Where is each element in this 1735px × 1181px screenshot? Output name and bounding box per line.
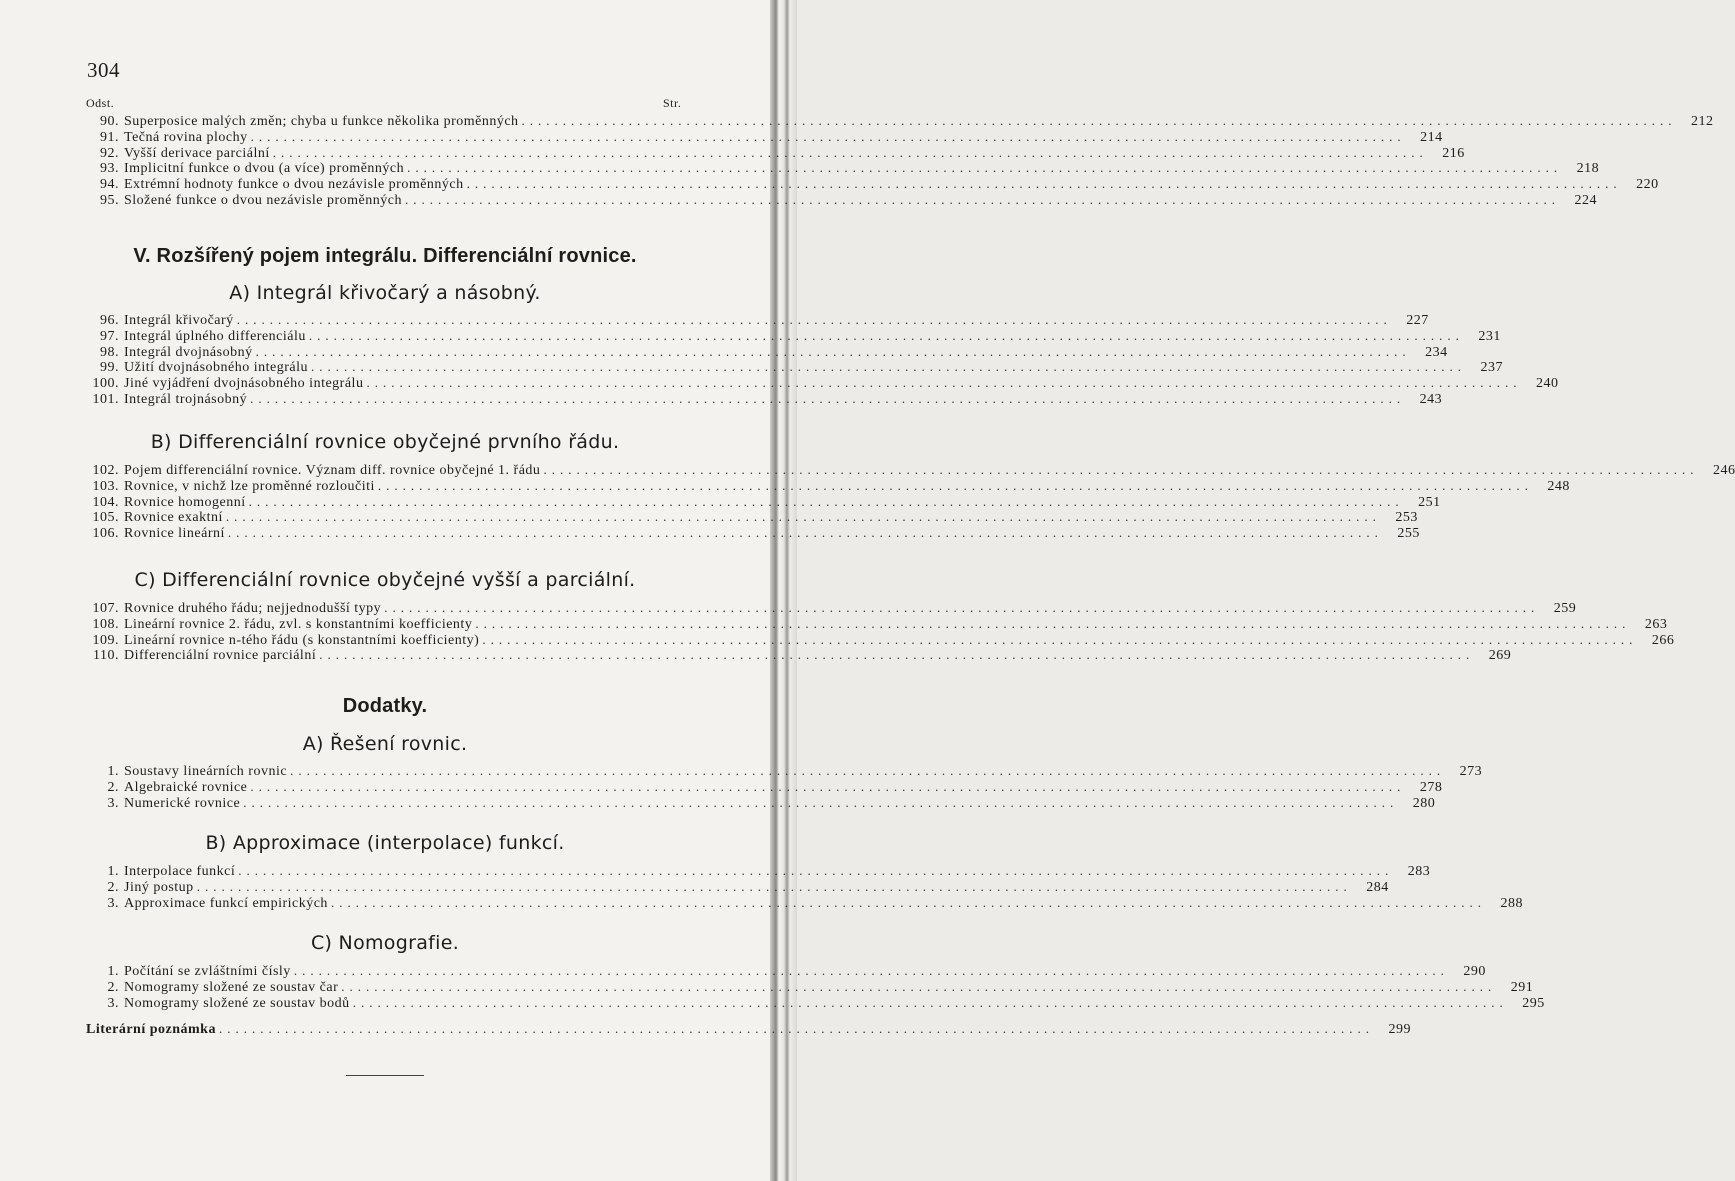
entry-title: Užití dvojnásobného integrálu [124, 360, 309, 376]
entry-title: Integrál křivočarý [124, 313, 234, 328]
dot-leader: ............................................................................................................................................ [272, 144, 1428, 160]
dot-leader: ............................................................................................................................................ [311, 359, 1467, 375]
toc-entry [82, 462, 1735, 478]
toc-entry [82, 600, 1577, 616]
entry-page: 248 [1547, 478, 1570, 494]
dot-leader: ............................................................................................................................................ [236, 312, 1392, 327]
entry-title: Jiné vyjádření dvojnásobného integrálu [124, 376, 364, 392]
dot-leader: ............................................................................................................................................ [250, 390, 1406, 406]
entry-page: 295 [1522, 995, 1545, 1011]
toc-entry [82, 144, 1465, 161]
entry-number: 96. [100, 313, 119, 328]
toc-entry [82, 493, 1441, 510]
entry-page: 280 [1412, 795, 1436, 811]
dot-leader: ............................................................................................................................................ [466, 176, 1622, 192]
dot-leader: ............................................................................................................................................ [238, 863, 1394, 878]
entry-page: 266 [1651, 632, 1675, 648]
part-v-a-heading: A) Integrál křivočarý a násobný. [229, 282, 541, 304]
entry-page: 246 [1712, 463, 1735, 478]
entry-page: 255 [1397, 526, 1420, 542]
toc-entry [82, 312, 1429, 328]
toc-entry [82, 113, 1714, 129]
toc-entry [82, 390, 1443, 407]
entry-title: Algebraické rovnice [124, 779, 248, 795]
entry-page: 290 [1463, 964, 1486, 979]
toc-list-appendix-c [82, 963, 1545, 1011]
entry-number: 3. [107, 895, 119, 911]
entry-page: 259 [1553, 601, 1577, 616]
entry-title: Složené funkce o dvou nezávisle proměnných [124, 192, 402, 208]
entry-page: 224 [1574, 192, 1597, 208]
entry-title: Nomogramy složené ze soustav čar [124, 979, 339, 995]
dot-leader: ............................................................................................................................................ [250, 128, 1406, 144]
dot-leader: ............................................................................................................................................ [308, 327, 1464, 343]
dot-leader: ............................................................................................................................................ [218, 1021, 1374, 1036]
entry-page: 243 [1419, 391, 1443, 407]
entry-number: 90. [100, 114, 119, 129]
dot-leader: ............................................................................................................................................ [543, 462, 1699, 477]
entry-number: 2. [107, 779, 119, 795]
toc-entry [82, 477, 1570, 494]
toc-entry [82, 631, 1675, 648]
entry-number: 91. [100, 129, 119, 145]
entry-number: 3. [107, 795, 119, 811]
entry-page: 251 [1418, 494, 1441, 510]
entry-page: 284 [1366, 879, 1389, 895]
dot-leader: ............................................................................................................................................ [521, 113, 1677, 128]
toc-entry [82, 375, 1559, 392]
toc-entry [82, 763, 1483, 779]
entry-page: 234 [1425, 344, 1448, 360]
toc-entry [82, 615, 1668, 632]
toc-entry [82, 963, 1486, 979]
entry-number: 95. [100, 192, 119, 208]
entry-number: 103. [92, 478, 119, 494]
literature-page: 299 [1388, 1022, 1411, 1037]
entry-number: 102. [92, 463, 119, 478]
toc-entry [82, 509, 1418, 526]
dot-leader: ............................................................................................................................................ [248, 493, 1404, 509]
literature-entry [86, 1021, 1411, 1037]
toc-entry [82, 176, 1659, 193]
dot-leader: ............................................................................................................................................ [384, 600, 1540, 615]
entry-number: 105. [92, 510, 119, 526]
entry-title: Extrémní hodnoty funkce o dvou nezávisle proměnných [124, 177, 464, 193]
toc-list-top [82, 113, 1714, 208]
entry-number: 99. [100, 360, 119, 376]
entry-title: Lineární rovnice n-tého řádu (s konstantními koefficienty) [124, 632, 480, 648]
entry-page: 253 [1395, 510, 1418, 526]
part-v-b-heading: B) Differenciální rovnice obyčejné prvního řádu. [150, 431, 620, 453]
appendix-b-heading: B) Approximace (interpolace) funkcí. [205, 832, 565, 854]
dot-leader: ............................................................................................................................................ [293, 963, 1449, 978]
toc-list-part-v-a [82, 312, 1559, 407]
toc-entry [82, 878, 1389, 895]
entry-number: 3. [107, 995, 119, 1011]
entry-page: 220 [1636, 177, 1659, 193]
entry-number: 107. [92, 601, 119, 616]
entry-page: 269 [1488, 648, 1512, 664]
entry-title: Integrál dvojnásobný [124, 344, 253, 360]
closing-rule [346, 1075, 424, 1076]
dot-leader: ............................................................................................................................................ [475, 615, 1631, 631]
entry-page: 218 [1576, 161, 1600, 177]
part-v-c-heading: C) Differenciální rovnice obyčejné vyšší a parciální. [134, 569, 636, 591]
entry-number: 110. [93, 648, 119, 664]
entry-page: 263 [1644, 616, 1668, 632]
dot-leader: ............................................................................................................................................ [407, 160, 1563, 176]
toc-entry [82, 327, 1501, 344]
entry-number: 108. [92, 616, 119, 632]
page-number: 304 [87, 58, 120, 82]
dot-leader: ............................................................................................................................................ [196, 878, 1352, 894]
dot-leader: ............................................................................................................................................ [352, 994, 1508, 1010]
toc-entry [82, 894, 1523, 911]
entry-title: Integrál trojnásobný [124, 391, 248, 407]
part-v-title: V. Rozšířený pojem integrálu. Differenciální rovnice. [133, 245, 637, 267]
dot-leader: ............................................................................................................................................ [341, 978, 1497, 994]
entry-page: 240 [1535, 376, 1559, 392]
toc-entry [82, 359, 1504, 376]
entry-title: Rovnice lineární [124, 526, 225, 542]
dot-leader: ............................................................................................................................................ [377, 477, 1533, 493]
entry-title: Nomogramy složené ze soustav bodů [124, 995, 350, 1011]
entry-title: Approximace funkcí empirických [124, 895, 328, 911]
toc-entry [82, 191, 1597, 208]
entry-number: 98. [100, 344, 119, 360]
dot-leader: ............................................................................................................................................ [255, 343, 1411, 359]
entry-page: 273 [1459, 764, 1483, 779]
dot-leader: ............................................................................................................................................ [404, 191, 1560, 207]
entry-title: Počítání se zvláštními čísly [124, 964, 291, 979]
toc-list-appendix-b [82, 863, 1523, 911]
entry-page: 212 [1691, 114, 1714, 129]
toc-list-appendix-a [82, 763, 1483, 811]
appendix-title: Dodatky. [342, 695, 428, 717]
entry-page: 291 [1510, 979, 1534, 995]
entry-page: 237 [1480, 360, 1504, 376]
entry-number: 101. [92, 391, 119, 407]
toc-entry [82, 794, 1436, 811]
entry-title: Tečná rovina plochy [124, 129, 248, 145]
appendix-c-heading: C) Nomografie. [310, 932, 460, 954]
entry-page: 283 [1407, 864, 1431, 879]
entry-number: 1. [107, 764, 119, 779]
entry-page: 214 [1420, 129, 1443, 145]
entry-number: 97. [100, 328, 119, 344]
dot-leader: ............................................................................................................................................ [366, 375, 1522, 391]
appendix-a-heading: A) Řešení rovnic. [302, 733, 468, 755]
entry-title: Implicitní funkce o dvou (a více) proměnných [124, 161, 405, 177]
toc-entry [82, 778, 1443, 795]
entry-title: Integrál úplného differenciálu [124, 328, 306, 344]
entry-number: 2. [107, 879, 119, 895]
toc-entry [82, 128, 1443, 145]
entry-title: Soustavy lineárních rovnic [124, 764, 288, 779]
entry-number: 92. [100, 145, 119, 161]
entry-title: Pojem differenciální rovnice. Význam diff. rovnice obyčejné 1. řádu [124, 463, 541, 478]
entry-title: Rovnice druhého řádu; nejjednodušší typy [124, 601, 382, 616]
toc-list-part-v-c [82, 600, 1675, 664]
entry-number: 104. [92, 494, 119, 510]
toc-entry [82, 343, 1448, 360]
entry-title: Jiný postup [124, 879, 194, 895]
entry-page: 278 [1419, 779, 1443, 795]
entry-title: Interpolace funkcí [124, 864, 236, 879]
toc-entry [82, 994, 1545, 1011]
entry-number: 109. [92, 632, 119, 648]
entry-title: Rovnice homogenní [124, 494, 246, 510]
toc-entry [82, 160, 1600, 177]
entry-title: Superposice malých změn; chyba u funkce několika proměnných [124, 114, 519, 129]
entry-page: 231 [1478, 328, 1501, 344]
dot-leader: ............................................................................................................................................ [319, 647, 1475, 663]
entry-page: 227 [1406, 313, 1429, 328]
entry-title: Numerické rovnice [124, 795, 241, 811]
entry-number: 106. [92, 526, 119, 542]
toc-entry [82, 863, 1431, 879]
dot-leader: ............................................................................................................................................ [225, 509, 1381, 525]
entry-number: 2. [107, 979, 119, 995]
toc-entry [82, 978, 1534, 995]
dot-leader: ............................................................................................................................................ [482, 631, 1638, 647]
dot-leader: ............................................................................................................................................ [290, 763, 1446, 778]
entry-title: Differenciální rovnice parciální [124, 648, 317, 664]
entry-number: 93. [100, 161, 119, 177]
dot-leader: ............................................................................................................................................ [243, 794, 1399, 810]
dot-leader: ............................................................................................................................................ [250, 778, 1406, 794]
toc-entry [82, 647, 1512, 664]
entry-title: Lineární rovnice 2. řádu, zvl. s konstantními koefficienty [124, 616, 473, 632]
toc-list-part-v-b [82, 462, 1735, 542]
page-column-label: Str. [663, 96, 682, 110]
entry-number: 94. [100, 177, 119, 193]
entry-page: 288 [1500, 895, 1523, 911]
toc-entry [82, 525, 1420, 542]
literature-title: Literární poznámka [86, 1022, 216, 1037]
entry-number: 1. [107, 964, 119, 979]
entry-page: 216 [1442, 145, 1465, 161]
dot-leader: ............................................................................................................................................ [330, 894, 1486, 910]
entry-title: Rovnice exaktní [124, 510, 223, 526]
dot-leader: ............................................................................................................................................ [227, 525, 1383, 541]
section-column-label: Odst. [86, 96, 115, 110]
entry-number: 1. [107, 864, 119, 879]
entry-title: Rovnice, v nichž lze proměnné rozloučiti [124, 478, 375, 494]
entry-number: 100. [92, 376, 119, 392]
entry-title: Vyšší derivace parciální [124, 145, 270, 161]
